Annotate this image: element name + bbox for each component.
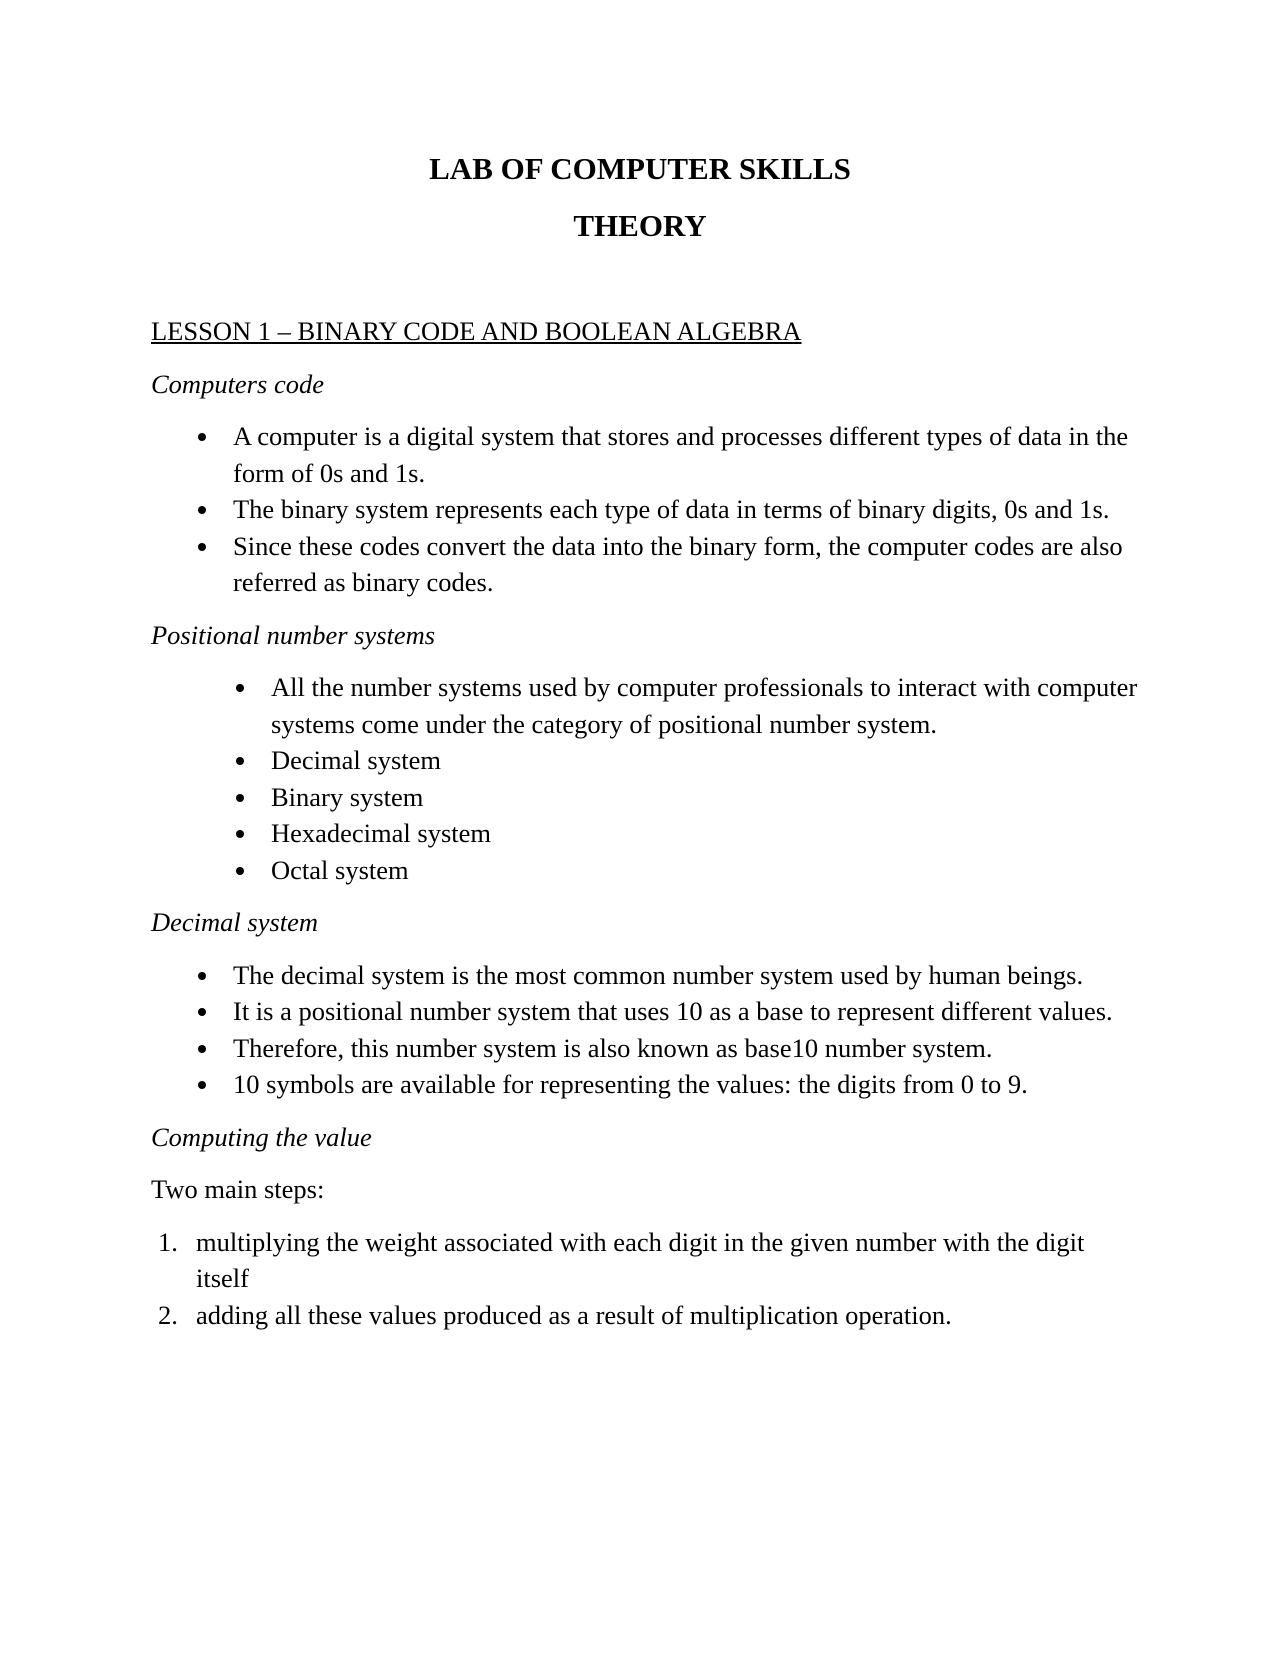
- item-text: multiplying the weight associated with each digit in the given number with the digit itself: [196, 1226, 1085, 1293]
- item-number: 2.: [158, 1299, 178, 1330]
- list-item: Binary system: [151, 779, 1141, 816]
- lesson-heading: LESSON 1 – BINARY CODE AND BOOLEAN ALGEBRA: [151, 316, 802, 346]
- computers-code-list: [151, 418, 1141, 601]
- section-heading-computing: Computing the value: [151, 1121, 372, 1152]
- document-title: LAB OF COMPUTER SKILLS: [429, 151, 851, 186]
- list-item: Octal system: [151, 852, 1141, 889]
- list-item: It is a positional number system that uses 10 as a base to represent different values.: [151, 993, 1141, 1030]
- computing-intro: Two main steps:: [151, 1174, 325, 1204]
- positional-list: [151, 669, 1141, 888]
- item-number: 1.: [158, 1226, 178, 1257]
- list-item: The decimal system is the most common number system used by human beings.: [151, 957, 1141, 994]
- section-heading-decimal: Decimal system: [151, 907, 319, 937]
- item-text: adding all these values produced as a result of multiplication operation.: [196, 1299, 952, 1330]
- list-item: Therefore, this number system is also known as base10 number system.: [151, 1030, 1141, 1067]
- list-item: Since these codes convert the data into the binary form, the computer codes are also referred as binary codes.: [151, 528, 1141, 601]
- list-item: Hexadecimal system: [151, 815, 1141, 852]
- computing-steps: [151, 1224, 1141, 1334]
- numbered-item: [151, 1297, 1141, 1334]
- list-item: A computer is a digital system that stores and processes different types of data in the form of 0s and 1s.: [151, 418, 1141, 491]
- section-heading-positional: Positional number systems: [151, 619, 436, 650]
- numbered-item: [151, 1224, 1141, 1297]
- list-item: The binary system represents each type of data in terms of binary digits, 0s and 1s.: [151, 491, 1141, 528]
- section-heading-computers-code: Computers code: [151, 368, 324, 399]
- list-item: 10 symbols are available for representing the values: the digits from 0 to 9.: [151, 1066, 1141, 1103]
- document-subtitle: THEORY: [573, 208, 707, 243]
- list-item: All the number systems used by computer professionals to interact with computer systems come under the category of positional number system.: [151, 669, 1141, 742]
- document-body: [151, 313, 1141, 1333]
- decimal-list: [151, 957, 1141, 1103]
- list-item: Decimal system: [151, 742, 1141, 779]
